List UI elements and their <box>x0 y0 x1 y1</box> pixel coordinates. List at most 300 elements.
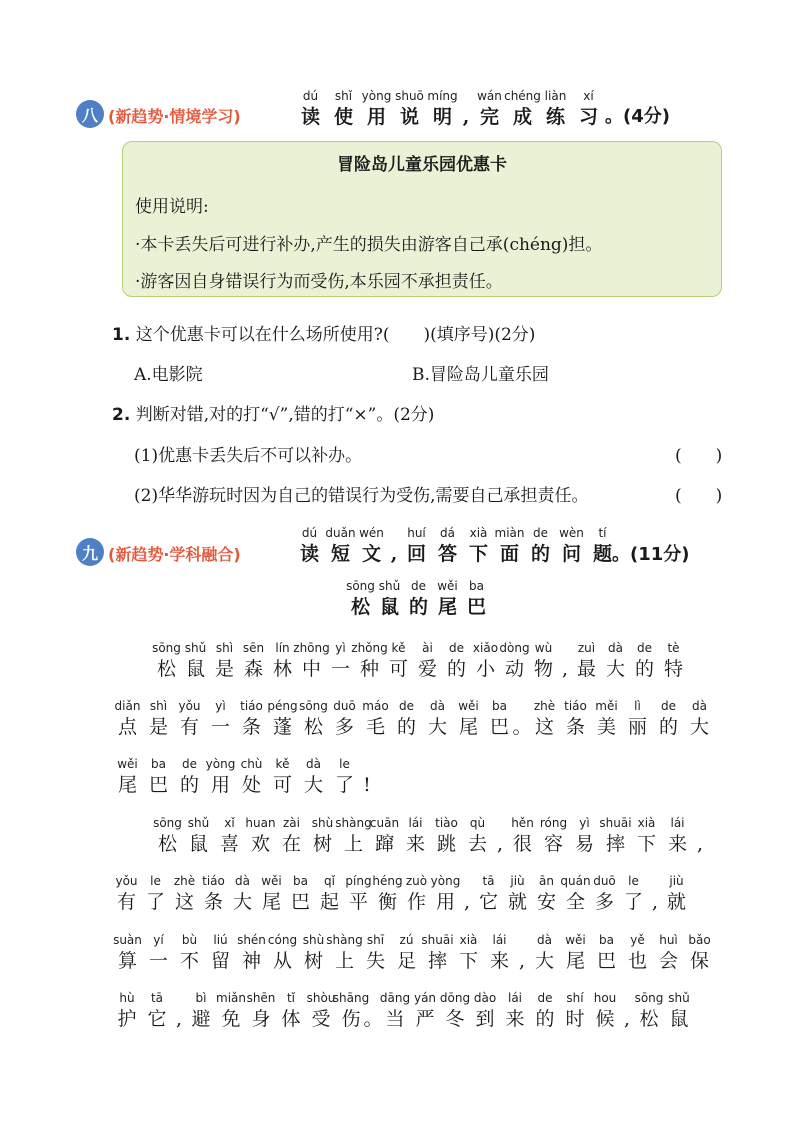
hanzi: 成 <box>512 106 532 128</box>
coupon-card-title: 冒险岛儿童乐园优惠卡 <box>337 155 507 175</box>
judgement-blank-2[interactable]: ( ) <box>675 486 723 506</box>
judgement-blank-1[interactable]: ( ) <box>675 446 723 466</box>
ruby-char <box>298 698 329 740</box>
hanzi: 这 <box>534 716 554 738</box>
ruby-char <box>653 932 684 974</box>
pinyin: zhǒng <box>351 641 388 655</box>
hanzi: 大 <box>303 774 323 796</box>
ruby-char <box>112 698 143 740</box>
hanzi: 神 <box>241 950 261 972</box>
hanzi: 就 <box>666 891 686 913</box>
hanzi: 全 <box>565 891 585 913</box>
hanzi: 有 <box>179 716 199 738</box>
pinyin: le <box>628 874 639 888</box>
pinyin: yì <box>215 699 226 713</box>
hanzi: 明 <box>432 106 452 128</box>
pinyin: dá <box>440 526 455 540</box>
pinyin: quán <box>560 874 591 888</box>
hanzi: 喜 <box>219 833 239 855</box>
ruby-char <box>453 698 484 740</box>
ruby-char <box>267 756 298 798</box>
hanzi: 算 <box>117 950 137 972</box>
hanzi: 护 <box>117 1008 137 1030</box>
hanzi: 一 <box>210 716 230 738</box>
hanzi: 鼠 <box>669 1008 689 1030</box>
question-2-number: 2. <box>112 405 131 425</box>
pinyin: zú <box>399 933 414 947</box>
pinyin: shǔ <box>668 991 690 1005</box>
ruby-char <box>493 815 507 857</box>
hanzi: 最 <box>576 658 596 680</box>
hanzi: 保 <box>689 950 709 972</box>
section-9-tag: (新趋势·学科融合) <box>108 545 241 564</box>
pinyin: tiào <box>435 816 458 830</box>
hanzi: 用 <box>366 106 386 128</box>
hanzi: 用 <box>210 774 230 796</box>
pinyin: dà <box>306 757 321 771</box>
ruby-char <box>174 756 205 798</box>
hanzi: 冬 <box>445 1008 465 1030</box>
pinyin: bǎo <box>688 933 711 947</box>
pinyin: jiù <box>510 874 525 888</box>
ruby-char <box>143 932 174 974</box>
ruby-char <box>112 932 143 974</box>
ruby-char <box>360 756 374 798</box>
pinyin: shēn <box>246 991 276 1005</box>
hanzi: 的 <box>396 716 416 738</box>
hanzi: 可 <box>388 658 408 680</box>
hanzi: 美 <box>596 716 616 738</box>
hanzi: 身 <box>251 1008 271 1030</box>
hanzi: 欢 <box>250 833 270 855</box>
ruby-char <box>245 815 276 857</box>
ruby-char <box>591 932 622 974</box>
ruby-char <box>591 698 622 740</box>
hanzi: 条 <box>565 716 585 738</box>
pinyin: yí <box>153 933 164 947</box>
ruby-char <box>560 932 591 974</box>
hanzi: 从 <box>272 950 292 972</box>
ruby-char <box>463 525 494 567</box>
story-line-3 <box>112 756 374 798</box>
pinyin: cóng <box>267 933 298 947</box>
hanzi: 体 <box>281 1008 301 1030</box>
hanzi: 条 <box>241 716 261 738</box>
hanzi: 毛 <box>365 716 385 738</box>
pinyin: wěi <box>458 699 479 713</box>
pinyin: wù <box>534 641 553 655</box>
ruby-char <box>205 698 236 740</box>
ruby-char <box>267 932 298 974</box>
hanzi: 的 <box>179 774 199 796</box>
ruby-char <box>442 640 471 682</box>
ruby-char <box>590 990 620 1032</box>
ruby-char <box>558 640 572 682</box>
hanzi: 起 <box>319 891 339 913</box>
hanzi: 中 <box>301 658 321 680</box>
ruby-char <box>693 815 707 857</box>
pinyin: dú <box>302 89 319 103</box>
hanzi: 说 <box>399 106 419 128</box>
ruby-char <box>525 525 556 567</box>
ruby-char <box>199 873 228 915</box>
ruby-char <box>276 990 306 1032</box>
pinyin: cuān <box>369 816 400 830</box>
ruby-char <box>473 88 506 130</box>
hanzi: 尾 <box>117 774 137 796</box>
ruby-char <box>506 88 539 130</box>
pinyin: zhè <box>533 699 556 713</box>
pinyin: zhè <box>173 874 196 888</box>
pinyin: yán <box>413 991 437 1005</box>
hanzi: 爱 <box>417 658 437 680</box>
pinyin: dà <box>608 641 623 655</box>
hanzi: 它 <box>147 1008 167 1030</box>
ruby-char <box>422 932 453 974</box>
pinyin: wèn <box>559 526 584 540</box>
pinyin: ba <box>599 933 614 947</box>
hanzi: 巴 <box>148 774 168 796</box>
ruby-char <box>186 990 216 1032</box>
ruby-char <box>152 640 181 682</box>
pinyin: liàn <box>544 89 567 103</box>
ruby-char <box>659 640 688 682</box>
ruby-char <box>484 698 515 740</box>
pinyin: shuāi <box>421 933 454 947</box>
hanzi: 。 <box>512 716 532 738</box>
hanzi: ! <box>363 774 371 796</box>
ruby-char <box>459 88 473 130</box>
question-1-number: 1. <box>112 325 131 345</box>
question-1 <box>112 320 535 345</box>
hanzi: 多 <box>594 891 614 913</box>
ruby-char <box>205 756 236 798</box>
hanzi: 大 <box>689 716 709 738</box>
pinyin: měi <box>595 699 618 713</box>
pinyin: zuì <box>577 641 596 655</box>
pinyin: ba <box>469 579 484 593</box>
hanzi: , <box>175 1008 183 1030</box>
pinyin: huí <box>407 526 426 540</box>
ruby-char <box>142 990 172 1032</box>
hanzi: 松 <box>156 658 176 680</box>
section-8-title <box>294 88 605 130</box>
ruby-char <box>307 815 338 857</box>
pinyin: yòng <box>430 874 461 888</box>
ruby-char <box>572 88 605 130</box>
pinyin: yì <box>335 641 346 655</box>
pinyin: shén <box>237 933 266 947</box>
ruby-char <box>539 88 572 130</box>
pinyin: tè <box>667 641 680 655</box>
story-line-4 <box>152 815 707 857</box>
hanzi: 题 <box>592 543 612 565</box>
pinyin: shòu <box>306 991 336 1005</box>
pinyin: de <box>533 526 548 540</box>
hanzi: 。 <box>363 1008 383 1030</box>
pinyin: shǔ <box>187 816 210 830</box>
ruby-char <box>293 640 330 682</box>
hanzi: 的 <box>535 1008 555 1030</box>
hanzi: 一 <box>148 950 168 972</box>
hanzi: 巴 <box>489 716 509 738</box>
hanzi: 摔 <box>605 833 625 855</box>
hanzi: , <box>496 833 504 855</box>
hanzi: 大 <box>534 950 554 972</box>
hanzi: 巴 <box>466 596 486 618</box>
pinyin: wěi <box>261 874 282 888</box>
pinyin: yǒu <box>115 874 138 888</box>
hanzi: 问 <box>561 543 581 565</box>
pinyin: tā <box>482 874 495 888</box>
ruby-char <box>484 932 515 974</box>
hanzi: 时 <box>565 1008 585 1030</box>
pinyin: shàng <box>335 816 372 830</box>
hanzi: 来 <box>505 1008 525 1030</box>
hanzi: 很 <box>512 833 532 855</box>
ruby-char <box>422 698 453 740</box>
question-2 <box>112 400 434 425</box>
pinyin: lín <box>275 641 290 655</box>
pinyin: hěn <box>511 816 534 830</box>
ruby-char <box>413 640 442 682</box>
hanzi: 避 <box>191 1008 211 1030</box>
ruby-char <box>662 873 691 915</box>
ruby-char <box>360 698 391 740</box>
ruby-char <box>170 873 199 915</box>
hanzi: 候 <box>595 1008 615 1030</box>
pinyin: sōng <box>299 699 328 713</box>
hanzi: 蓬 <box>272 716 292 738</box>
hanzi: 在 <box>281 833 301 855</box>
ruby-char <box>143 756 174 798</box>
hanzi: 到 <box>475 1008 495 1030</box>
ruby-char <box>402 873 431 915</box>
hanzi: 森 <box>243 658 263 680</box>
ruby-char <box>529 932 560 974</box>
ruby-char <box>380 990 410 1032</box>
ruby-char <box>391 932 422 974</box>
ruby-char <box>410 990 440 1032</box>
ruby-char <box>236 756 267 798</box>
hanzi: 严 <box>415 1008 435 1030</box>
hanzi: 这 <box>174 891 194 913</box>
ruby-char <box>572 640 601 682</box>
hanzi: 蹿 <box>374 833 394 855</box>
question-1-text: 这个优惠卡可以在什么场所使用?( )(填序号)(2分) <box>135 325 536 345</box>
pinyin: lì <box>634 699 641 713</box>
story-line-1 <box>152 640 688 682</box>
story-line-2 <box>112 698 715 740</box>
pinyin: sēn <box>242 641 265 655</box>
ruby-char <box>306 990 336 1032</box>
hanzi: 也 <box>627 950 647 972</box>
pinyin: chéng <box>504 89 541 103</box>
pinyin: qù <box>469 816 486 830</box>
pinyin: shì <box>149 699 168 713</box>
hanzi: 的 <box>408 596 428 618</box>
ruby-char <box>426 88 459 130</box>
ruby-char <box>346 578 375 620</box>
pinyin: dà <box>537 933 552 947</box>
ruby-char <box>462 578 491 620</box>
pinyin: dòng <box>499 641 530 655</box>
pinyin: shuō <box>395 89 424 103</box>
ruby-char <box>631 815 662 857</box>
pinyin: bì <box>195 991 207 1005</box>
ruby-char <box>601 640 630 682</box>
hanzi: 读 <box>299 543 319 565</box>
hanzi: 下 <box>636 833 656 855</box>
hanzi: 尾 <box>458 716 478 738</box>
pinyin: diǎn <box>114 699 141 713</box>
ruby-char <box>404 578 433 620</box>
pinyin: yòng <box>205 757 236 771</box>
hanzi: 来 <box>667 833 687 855</box>
pinyin: wěi <box>565 933 586 947</box>
ruby-char <box>294 525 325 567</box>
hanzi: 是 <box>148 716 168 738</box>
pinyin: duǎn <box>325 526 356 540</box>
hanzi: 巴 <box>596 950 616 972</box>
section-8-badge: 八 <box>76 100 104 128</box>
ruby-char <box>327 88 360 130</box>
hanzi: 易 <box>574 833 594 855</box>
section-9-title <box>294 525 618 567</box>
ruby-char <box>515 932 529 974</box>
ruby-char <box>172 990 186 1032</box>
hanzi: 习 <box>578 106 598 128</box>
pinyin: ān <box>539 874 554 888</box>
pinyin: píng <box>345 874 372 888</box>
pinyin: duō <box>333 699 356 713</box>
hanzi: 多 <box>334 716 354 738</box>
hanzi: 使 <box>333 106 353 128</box>
ruby-char <box>375 578 404 620</box>
ruby-char <box>360 88 393 130</box>
ruby-char <box>471 640 500 682</box>
pinyin: miàn <box>494 526 525 540</box>
pinyin: le <box>150 874 161 888</box>
hanzi: 处 <box>241 774 261 796</box>
ruby-char <box>622 932 653 974</box>
hanzi: 面 <box>499 543 519 565</box>
pinyin: shì <box>215 641 234 655</box>
ruby-char <box>560 990 590 1032</box>
pinyin: tiáo <box>202 874 225 888</box>
hanzi: , <box>518 950 526 972</box>
pinyin: qǐ <box>324 874 335 888</box>
hanzi: 一 <box>330 658 350 680</box>
pinyin: zài <box>283 816 300 830</box>
ruby-char <box>174 698 205 740</box>
hanzi: 会 <box>658 950 678 972</box>
pinyin: le <box>339 757 350 771</box>
pinyin: míng <box>427 89 458 103</box>
pinyin: de <box>182 757 197 771</box>
ruby-char <box>183 815 214 857</box>
pinyin: lái <box>492 933 507 947</box>
hanzi: 作 <box>406 891 426 913</box>
ruby-char <box>634 990 664 1032</box>
ruby-char <box>556 525 587 567</box>
hanzi: 它 <box>478 891 498 913</box>
coupon-card-rule-1: ·本卡丢失后可进行补办,产生的损失由游客自己承(chéng)担。 <box>135 235 603 255</box>
hanzi: 大 <box>427 716 447 738</box>
pinyin: jiù <box>669 874 684 888</box>
ruby-char <box>662 815 693 857</box>
story-line-6 <box>112 932 715 974</box>
hanzi: 来 <box>405 833 425 855</box>
pinyin: hù <box>119 991 135 1005</box>
ruby-char <box>653 698 684 740</box>
ruby-char <box>507 815 538 857</box>
ruby-char <box>363 990 383 1032</box>
hanzi: 巴 <box>290 891 310 913</box>
section-9-score: 。(11分) <box>612 544 690 565</box>
ruby-char <box>561 873 590 915</box>
coupon-card-rule-2: ·游客因自身错误行为而受伤,本乐园不承担责任。 <box>135 272 503 292</box>
ruby-char <box>401 525 432 567</box>
ruby-char <box>112 873 141 915</box>
ruby-char <box>529 640 558 682</box>
pinyin: de <box>449 641 464 655</box>
ruby-char <box>387 525 401 567</box>
hanzi: 特 <box>663 658 683 680</box>
pinyin: tiáo <box>564 699 587 713</box>
pinyin: péng <box>267 699 298 713</box>
pinyin: shuāi <box>599 816 632 830</box>
hanzi: 读 <box>300 106 320 128</box>
ruby-char <box>326 932 363 974</box>
hanzi: , <box>696 833 704 855</box>
hanzi: 摔 <box>427 950 447 972</box>
pinyin: tí <box>598 526 607 540</box>
ruby-char <box>503 873 532 915</box>
ruby-char <box>538 815 569 857</box>
hanzi: , <box>623 1008 631 1030</box>
pinyin: shǔ <box>184 641 207 655</box>
pinyin: wén <box>359 526 384 540</box>
hanzi: 了 <box>145 891 165 913</box>
pinyin: róng <box>539 816 568 830</box>
pinyin: kě <box>391 641 406 655</box>
ruby-char <box>369 815 400 857</box>
ruby-char <box>360 932 391 974</box>
pinyin: tiáo <box>240 699 263 713</box>
ruby-char <box>684 932 715 974</box>
pinyin: shāng <box>332 991 370 1005</box>
pinyin: de <box>661 699 676 713</box>
pinyin: sōng <box>634 991 664 1005</box>
pinyin: shǔ <box>378 579 401 593</box>
pinyin: xí <box>583 89 594 103</box>
hanzi: 用 <box>435 891 455 913</box>
ruby-char <box>530 990 560 1032</box>
pinyin: chù <box>240 757 263 771</box>
hanzi: 来 <box>489 950 509 972</box>
ruby-char <box>373 873 402 915</box>
option-a: A.电影院 <box>134 365 203 385</box>
ruby-char <box>433 578 462 620</box>
hanzi: 动 <box>504 658 524 680</box>
ruby-char <box>453 932 484 974</box>
ruby-char <box>143 698 174 740</box>
ruby-char <box>298 756 329 798</box>
ruby-char <box>236 932 267 974</box>
section-8-score: 。(4分) <box>605 106 670 127</box>
hanzi: 小 <box>475 658 495 680</box>
